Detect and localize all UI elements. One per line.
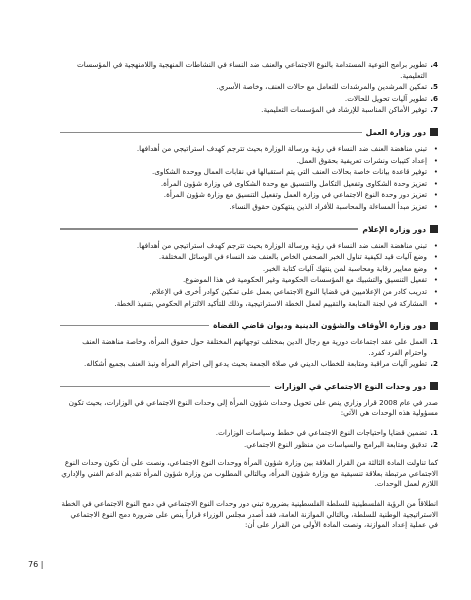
list-item-text: إعداد كتيبات ونشرات تعريفية بحقوق العمل.: [296, 155, 427, 165]
section-list: [60, 241, 438, 310]
list-item-text: تفعيل التنسيق والتشبيك مع المؤسسات الحكومية وغير الحكومية في هذا الموضوع.: [183, 275, 427, 285]
list-item-text: العمل على عقد اجتماعات دورية مع رجال الدين بمختلف توجهاتهم المختلفة حول حقوق المرأة، وخاصة مناهضة العنف واحترام الفرد كفرد.: [82, 337, 427, 357]
section-list: [60, 337, 438, 370]
list-item: [60, 287, 438, 298]
list-marker: •: [433, 286, 438, 296]
spacer: [60, 214, 438, 225]
list-item-text: توفير الأماكن المناسبة للإرشاد في المؤسسات التعليمية.: [261, 105, 427, 115]
list-item-text: تدقيق ومتابعة البرامج والسياسات من منظور النوع الاجتماعي.: [244, 439, 427, 449]
list-marker: 7.: [430, 105, 438, 115]
list-marker: •: [433, 155, 438, 165]
section-rule: [60, 386, 270, 387]
document-page: [60, 60, 438, 540]
list-marker: •: [433, 263, 438, 273]
list-item-text: توفير قاعدة بيانات خاصة بحالات العنف التي يتم استقبالها في نقابات العمال ووحدة الشكاوى.: [152, 167, 427, 177]
section-header: [60, 382, 438, 391]
list-marker: •: [433, 190, 438, 200]
list-item-text: تعزيز دور وحدة النوع الاجتماعي في وزارة العمل وتفعيل التنسيق مع وزارة شؤون المرأة.: [163, 190, 427, 200]
gender-paragraph-2: كما تناولت المادة الثالثة من القرار العلاقة بين وزارة شؤون المرأة ووحدات النوع الاجتماعي، ونصت على أن تكون وحدات النوع الاجتماعي مرتبطة بعلاقة تنسيقية مع وزارة شؤون المرأة، وبالتالي المطلوب من وزارة شؤون المرأة تقديم الدعم الفني والإداري اللازم لعمل الوحدات.: [61, 458, 438, 489]
section-rule: [60, 132, 362, 133]
list-item: [60, 359, 438, 370]
page-number: 76 |: [28, 560, 44, 569]
section-header: [60, 225, 438, 234]
list-marker: •: [433, 275, 438, 285]
list-item: [60, 275, 438, 286]
gender-paragraph-3: انطلاقاً من الرؤية الفلسطينية للسلطة الفلسطينية بضرورة تبني دور وحدات النوع الاجتماعي في دمج النوع الاجتماعي في الخطة الاستراتيجية الوطنية للسلطة، وبالتالي الموازنة العامة، فقد أصدر مجلس الوزراء قراراً ينص على ضرورة دمج النوع الاجتماعي في عملية إعداد الموازنة، ونصت المادة الأولى من القرار على أن:: [61, 499, 438, 530]
list-item: [60, 337, 438, 358]
section-marker-icon: [430, 322, 438, 330]
list-item: [60, 105, 438, 116]
list-item: [60, 144, 438, 155]
list-item-text: وضع آليات قيد لكيفية تناول الخبر الصحفي الخاص بالعنف ضد النساء في الوسائل المختلفة.: [158, 252, 427, 262]
list-item-text: تطوير برامج التوعية المستدامة بالنوع الاجتماعي والعنف ضد النساء في النشاطات المنهجية واللامنهجية في المؤسسات التعليمية.: [77, 60, 427, 80]
section-title: دور وزارة الإعلام: [362, 224, 426, 234]
list-marker: 6.: [430, 93, 438, 103]
section-rule: [60, 228, 358, 229]
list-item: [60, 82, 438, 93]
list-item: [60, 156, 438, 167]
sections: [60, 128, 438, 382]
section-header: [60, 321, 438, 330]
list-item-text: تمكين المرشدين والمرشدات للتعامل مع حالات العنف، وخاصة الأسري.: [216, 82, 427, 92]
list-item: [60, 202, 438, 213]
gender-intro-paragraph: صدر في عام 2008 قرار وزاري ينص على تحويل وحدات شؤون المرأة إلى وحدات النوع الاجتماعي في الوزارات، بحيث تكون مسؤولية هذه الوحدات هي الآتي:: [68, 397, 438, 418]
list-marker: 2.: [430, 439, 438, 449]
list-marker: 1.: [430, 337, 438, 347]
list-item: [60, 167, 438, 178]
list-item-text: وضع معايير رقابة ومحاسبة لمن ينتهك آليات كتابة الخبر.: [262, 263, 427, 273]
list-item-text: تعزيز مبدأ المساءلة والمحاسبة للأفراد الذين ينتهكون حقوق النساء.: [229, 201, 427, 211]
section-title: دور وزارة الأوقاف والشؤون الدينية وديوان قاضي القضاة: [213, 321, 426, 331]
spacer: [60, 371, 438, 382]
list-item-text: تبني مناهضة العنف ضد النساء في رؤية ورسالة الوزارة بحيث تترجم كهدف استراتيجي من أهدافها.: [136, 143, 427, 153]
list-item-text: تدريب كادر من الإعلاميين في قضايا النوع الاجتماعي بعمل على تمكين كوادر أخرى في الإعلام.: [149, 286, 427, 296]
list-marker: 1.: [430, 428, 438, 438]
list-item: [60, 264, 438, 275]
spacer: [60, 310, 438, 321]
list-item-text: تعزيز وحدة الشكاوى وتفعيل التكامل والتنسيق مع وحدة الشكاوى في وزارة شؤون المرأة.: [160, 178, 427, 188]
section-marker-icon: [430, 225, 438, 233]
list-item: [60, 60, 438, 81]
section-header: [60, 128, 438, 137]
section-marker-icon: [430, 128, 438, 136]
list-marker: 5.: [430, 82, 438, 92]
list-item: [60, 440, 438, 451]
intro-list: [60, 60, 438, 116]
section-title: دور وزارة العمل: [365, 127, 426, 137]
list-marker: •: [433, 143, 438, 153]
list-marker: •: [433, 167, 438, 177]
list-item-text: تطوير آليات مراقبة ومتابعة للخطاب الديني في صلاة الجمعة بحيث يدعو إلى احترام المرأة ونبذ العنف بجميع أشكاله.: [84, 359, 427, 369]
list-marker: •: [433, 201, 438, 211]
list-item-text: تبني مناهضة العنف ضد النساء في رؤية ورسالة الوزارة بحيث تترجم كهدف استراتيجي من أهدافها.: [136, 240, 427, 250]
list-marker: •: [433, 298, 438, 308]
list-item: [60, 299, 438, 310]
list-marker: 2.: [430, 359, 438, 369]
list-item: [60, 190, 438, 201]
list-marker: •: [433, 252, 438, 262]
section-rule: [60, 325, 209, 326]
section-list: [60, 144, 438, 213]
list-item-text: المشاركة في لجنة المتابعة والتقييم لعمل الخطة الاستراتيجية، وذلك للتأكيد الالتزام الحكومي بتنفيذ الخطة.: [114, 298, 427, 308]
list-item: [60, 428, 438, 439]
gender-list: [60, 428, 438, 450]
list-item-text: تطوير آليات تحويل للحالات.: [344, 93, 427, 103]
list-item: [60, 94, 438, 105]
list-item: [60, 241, 438, 252]
list-marker: •: [433, 240, 438, 250]
list-marker: •: [433, 178, 438, 188]
list-marker: 4.: [430, 60, 438, 69]
list-item: [60, 179, 438, 190]
list-item: [60, 252, 438, 263]
section-title: دور وحدات النوع الاجتماعي في الوزارات: [274, 381, 426, 391]
section-marker-icon: [430, 382, 438, 390]
list-item-text: تضمين قضايا واحتياجات النوع الاجتماعي في خطط وسياسات الوزارات.: [215, 428, 427, 438]
